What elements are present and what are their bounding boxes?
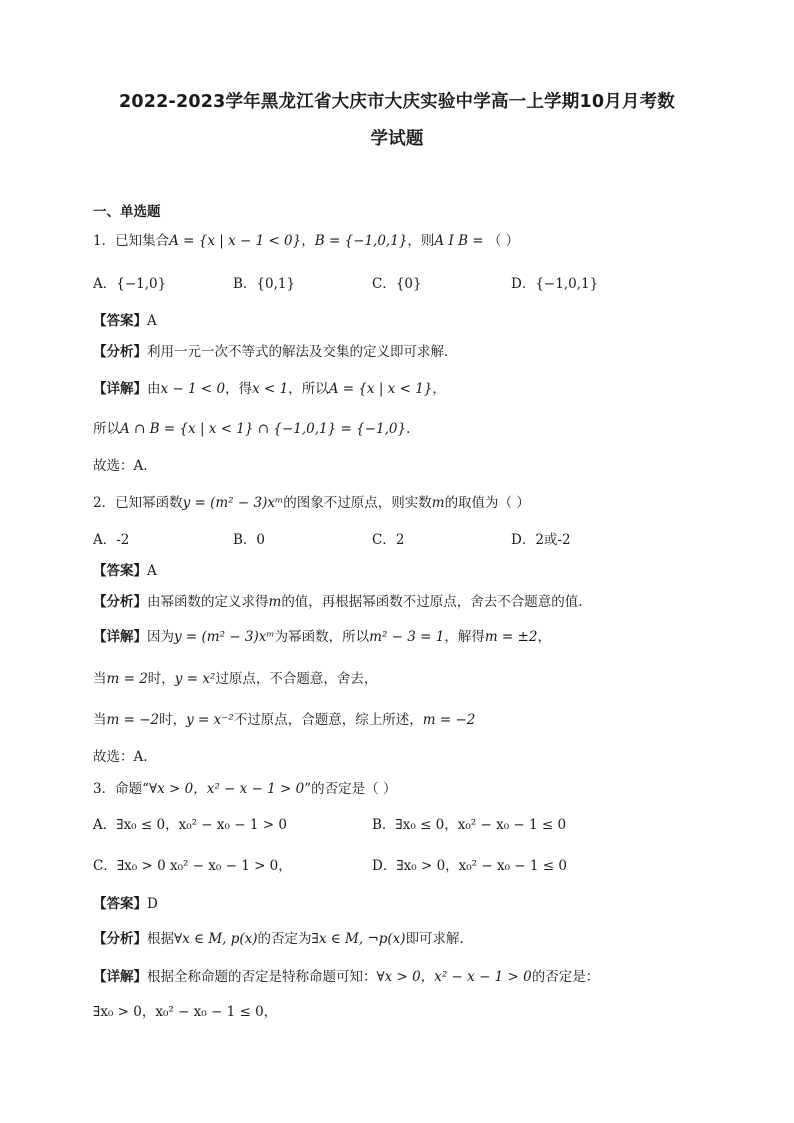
q3-option-a: A．∃x₀ ≤ 0，x₀² − x₀ − 1 > 0: [93, 817, 287, 833]
section-heading: 一、单选题: [93, 204, 161, 220]
q2-detail: 【详解】因为y = (m² − 3)xᵐ为幂函数，所以m² − 3 = 1，解得m = ±2，: [93, 629, 551, 645]
q2-options: [0, 531, 794, 549]
q3-options-row-1: [0, 816, 794, 834]
q1-detail-1: 【详解】由x − 1 < 0，得x < 1，所以A = {x | x < 1}，: [93, 381, 446, 397]
q2-case-1: 当m = 2时，y = x²过原点，不合题意，舍去，: [93, 671, 378, 687]
q3-option-c: C．∃x₀ > 0 x₀² − x₀ − 1 > 0，: [93, 858, 292, 874]
q1-option-a: A．{−1,0}: [93, 276, 167, 292]
q3-option-b: B．∃x₀ ≤ 0，x₀² − x₀ − 1 ≤ 0: [372, 817, 567, 833]
q3-stem: 3．命题“∀x > 0，x² − x − 1 > 0”的否定是（ ）: [93, 781, 397, 797]
q1-answer: 【答案】A: [93, 313, 157, 329]
q1-analysis: 【分析】利用一元一次不等式的解法及交集的定义即可求解.: [93, 344, 449, 360]
q2-option-a: A．-2: [93, 532, 130, 548]
q1-stem: 1．已知集合A = {x | x − 1 < 0}，B = {−1,0,1}，则A I B = （ ）: [93, 233, 520, 249]
q1-option-c: C．{0}: [372, 276, 422, 292]
q2-analysis: 【分析】由幂函数的定义求得m的值，再根据幂函数不过原点，舍去不合题意的值.: [93, 594, 583, 610]
q2-option-b: B．0: [233, 532, 266, 548]
q2-stem: 2．已知幂函数y = (m² − 3)xᵐ的图象不过原点，则实数m的取值为（ ）: [93, 495, 530, 511]
title-line-2: 学试题: [370, 129, 424, 149]
q2-option-d: D．2或-2: [511, 532, 571, 548]
q1-option-b: B．{0,1}: [233, 276, 296, 292]
q3-answer: 【答案】D: [93, 896, 158, 912]
q1-choice: 故选：A.: [93, 458, 148, 474]
q3-option-d: D．∃x₀ > 0，x₀² − x₀ − 1 ≤ 0: [372, 858, 567, 874]
q1-detail-2: 所以A ∩ B = {x | x < 1} ∩ {−1,0,1} = {−1,0}.: [93, 421, 411, 437]
q3-options-row-2: [0, 857, 794, 875]
q1-options: [0, 275, 794, 293]
q3-detail: 【详解】根据全称命题的否定是特称命题可知：∀x > 0，x² − x − 1 > 0的否定是：: [93, 969, 600, 985]
q1-option-d: D．{−1,0,1}: [511, 276, 599, 292]
q2-answer: 【答案】A: [93, 563, 157, 579]
document-title: [70, 84, 724, 158]
title-line-1: 2022-2023学年黑龙江省大庆市大庆实验中学高一上学期10月月考数: [118, 92, 676, 112]
q2-case-2: 当m = −2时，y = x⁻²不过原点，合题意，综上所述，m = −2: [93, 712, 476, 728]
q3-detail-result: ∃x₀ > 0，x₀² − x₀ − 1 ≤ 0，: [93, 1004, 278, 1020]
q2-option-c: C．2: [372, 532, 405, 548]
q2-choice: 故选：A.: [93, 749, 148, 765]
q3-analysis: 【分析】根据∀x ∈ M, p(x)的否定为∃x ∈ M, ¬p(x)即可求解.: [93, 931, 464, 947]
